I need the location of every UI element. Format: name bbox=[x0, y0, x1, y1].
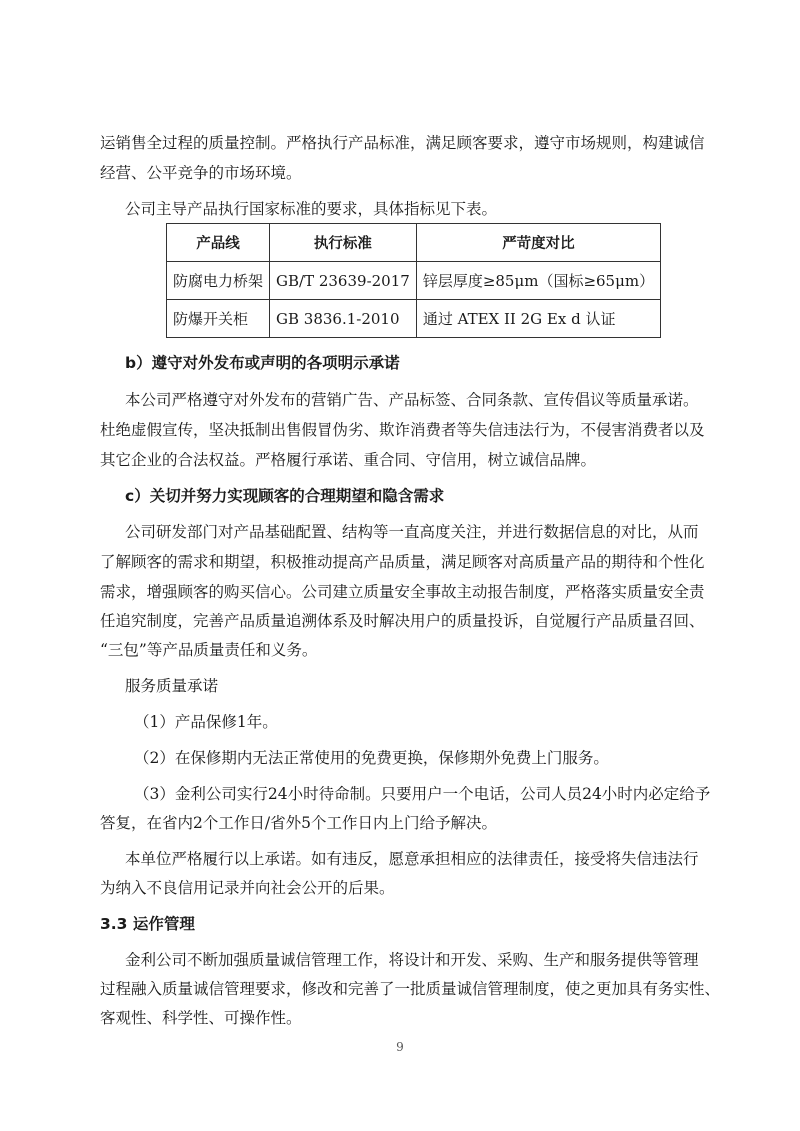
standards-table bbox=[166, 223, 661, 338]
table-cell: 锌层厚度≥85μm（国标≥65μm） bbox=[416, 262, 660, 300]
list-item: （2）在保修期内无法正常使用的免费更换，保修期外免费上门服务。 bbox=[134, 749, 609, 767]
paragraph-line: 经营、公平竞争的市场环境。 bbox=[100, 164, 302, 182]
paragraph-line: 了解顾客的需求和期望，积极推动提高产品质量，满足顾客对高质量产品的期待和个性化 bbox=[100, 553, 705, 571]
paragraph-line: 杜绝虚假宣传，坚决抵制出售假冒伪劣、欺诈消费者等失信违法行为，不侵害消费者以及 bbox=[100, 421, 705, 439]
paragraph-line: 运销售全过程的质量控制。严格执行产品标准，满足顾客要求，遵守市场规则，构建诚信 bbox=[100, 134, 705, 152]
paragraph-line: 本公司严格遵守对外发布的营销广告、产品标签、合同条款、宣传倡议等质量承诺。 bbox=[125, 391, 699, 409]
section-b-heading: b）遵守对外发布或声明的各项明示承诺 bbox=[125, 354, 400, 372]
column-header: 产品线 bbox=[167, 224, 270, 262]
paragraph-line: “三包”等产品质量责任和义务。 bbox=[100, 641, 318, 659]
paragraph-line: 客观性、科学性、可操作性。 bbox=[100, 1009, 302, 1027]
paragraph-line: 任追究制度，完善产品质量追溯体系及时解决用户的质量投诉，自觉履行产品质量召回、 bbox=[100, 612, 705, 630]
table-cell: 防腐电力桥架 bbox=[167, 262, 270, 300]
table-cell: 防爆开关柜 bbox=[167, 300, 270, 338]
column-header: 严苛度对比 bbox=[416, 224, 660, 262]
table-cell: GB/T 23639-2017 bbox=[270, 262, 417, 300]
column-header: 执行标准 bbox=[270, 224, 417, 262]
list-item-continuation: 答复，在省内2个工作日/省外5个工作日内上门给予解决。 bbox=[100, 814, 497, 832]
paragraph-line: 公司研发部门对产品基础配置、结构等一直高度关注，并进行数据信息的对比，从而 bbox=[125, 523, 699, 541]
paragraph-line: 需求，增强顾客的购买信心。公司建立质量安全事故主动报告制度，严格落实质量安全责 bbox=[100, 583, 705, 601]
table-intro: 公司主导产品执行国家标准的要求，具体指标见下表。 bbox=[125, 200, 498, 218]
section-c-heading: c）关切并努力实现顾客的合理期望和隐含需求 bbox=[125, 487, 445, 505]
paragraph-line: 本单位严格履行以上承诺。如有违反，愿意承担相应的法律责任，接受将失信违法行 bbox=[125, 850, 699, 868]
paragraph-line: 其它企业的合法权益。严格履行承诺、重合同、守信用，树立诚信品牌。 bbox=[100, 451, 597, 469]
page-number: 9 bbox=[396, 1040, 404, 1054]
list-item: （3）金利公司实行24小时待命制。只要用户一个电话，公司人员24小时内必定给予 bbox=[134, 785, 711, 803]
table-header-row bbox=[167, 224, 661, 262]
paragraph-line: 金利公司不断加强质量诚信管理工作，将设计和开发、采购、生产和服务提供等管理 bbox=[125, 951, 699, 969]
table-row bbox=[167, 300, 661, 338]
paragraph-line: 过程融入质量诚信管理要求，修改和完善了一批质量诚信管理制度，使之更加具有务实性、 bbox=[100, 980, 721, 998]
table-cell: GB 3836.1-2010 bbox=[270, 300, 417, 338]
service-heading: 服务质量承诺 bbox=[125, 677, 219, 695]
section-heading: 3.3 运作管理 bbox=[100, 915, 195, 933]
list-item: （1）产品保修1年。 bbox=[134, 713, 278, 731]
table-row bbox=[167, 262, 661, 300]
table-cell: 通过 ATEX II 2G Ex d 认证 bbox=[416, 300, 660, 338]
paragraph-line: 为纳入不良信用记录并向社会公开的后果。 bbox=[100, 879, 395, 897]
